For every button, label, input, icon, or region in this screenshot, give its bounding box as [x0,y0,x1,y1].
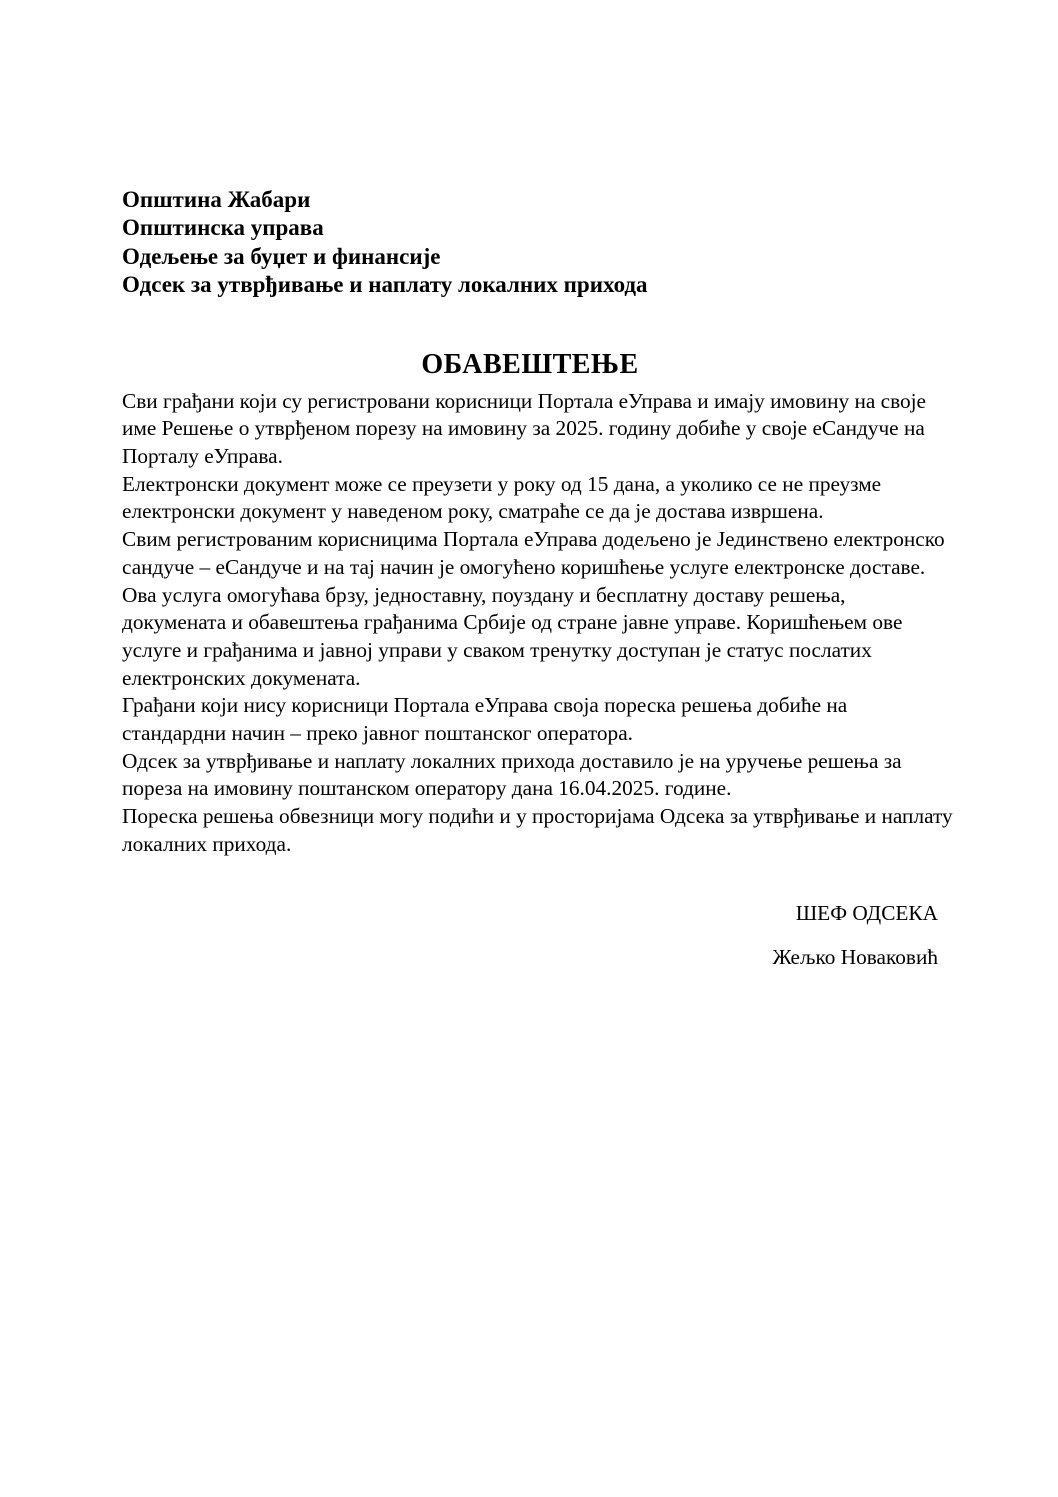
body-line: пореза на имовину поштанском оператору дана 16.04.2025. године. [122,776,732,801]
body-line: електронски документ у наведеном року, сматраће се да је достава извршена. [122,499,824,524]
body-line: електронских докумената. [122,665,361,690]
paragraph [122,526,945,581]
letterhead-line-municipality: Општина Жабари [122,187,311,212]
paragraph [122,471,938,526]
body-line: Одсек за утврђивање и наплату локалних прихода доставило је на уручење решења за [122,748,902,773]
paragraph [122,748,938,803]
body-line: име Решење о утврђеном порезу на имовину за 2025. годину добиће у своје еСандуче на [122,416,925,441]
body-line: докумената и обавештења грађанима Србије од стране јавне управе. Коришћењем ове [122,610,903,635]
signature-name: Жељко Новаковић [772,945,938,970]
paragraph [122,388,938,471]
body-line: сандуче – еСандуче и на тај начин је омогућено коришћење услуге електронске доставе. [122,554,926,579]
body-line: Свим регистрованим корисницима Портала еУправа додељено је Јединствено електронско [122,527,945,552]
letterhead-line-administration: Општинска управа [122,215,324,241]
body-line: Пореска решења обвезници могу подићи и у просторијама Одсека за утврђивање и наплату [122,804,953,829]
letterhead [122,186,938,300]
paragraph [122,803,953,858]
paragraph [122,582,938,693]
document-body [122,388,953,859]
body-line: услуге и грађанима и јавној управи у сваком тренутку доступан је статус послатих [122,637,872,662]
body-line: Ова услуга омогућава брзу, једноставну, поуздану и бесплатну доставу решења, [122,582,846,607]
body-line: Порталу еУправа. [122,444,283,469]
body-line: стандардни начин – преко јавног поштанског оператора. [122,721,633,746]
body-line: локалних прихода. [122,831,292,856]
signature-role: ШЕФ ОДСЕКА [795,900,938,925]
signature-block [122,900,938,972]
body-line: Грађани који нису корисници Портала еУправа своја пореска решења добиће на [122,693,848,718]
document-title: ОБАВЕШТЕЊЕ [421,348,639,380]
body-line: Електронски документ може се преузети у року од 15 дана, а уколико се не преузме [122,471,882,496]
paragraph [122,692,938,747]
letterhead-line-section: Одсек за утврђивање и наплату локалних прихода [122,272,648,298]
letterhead-line-department: Одељење за буџет и финансије [122,243,441,269]
body-line: Сви грађани који су регистровани корисници Портала еУправа и имају имовину на своје [122,388,926,413]
